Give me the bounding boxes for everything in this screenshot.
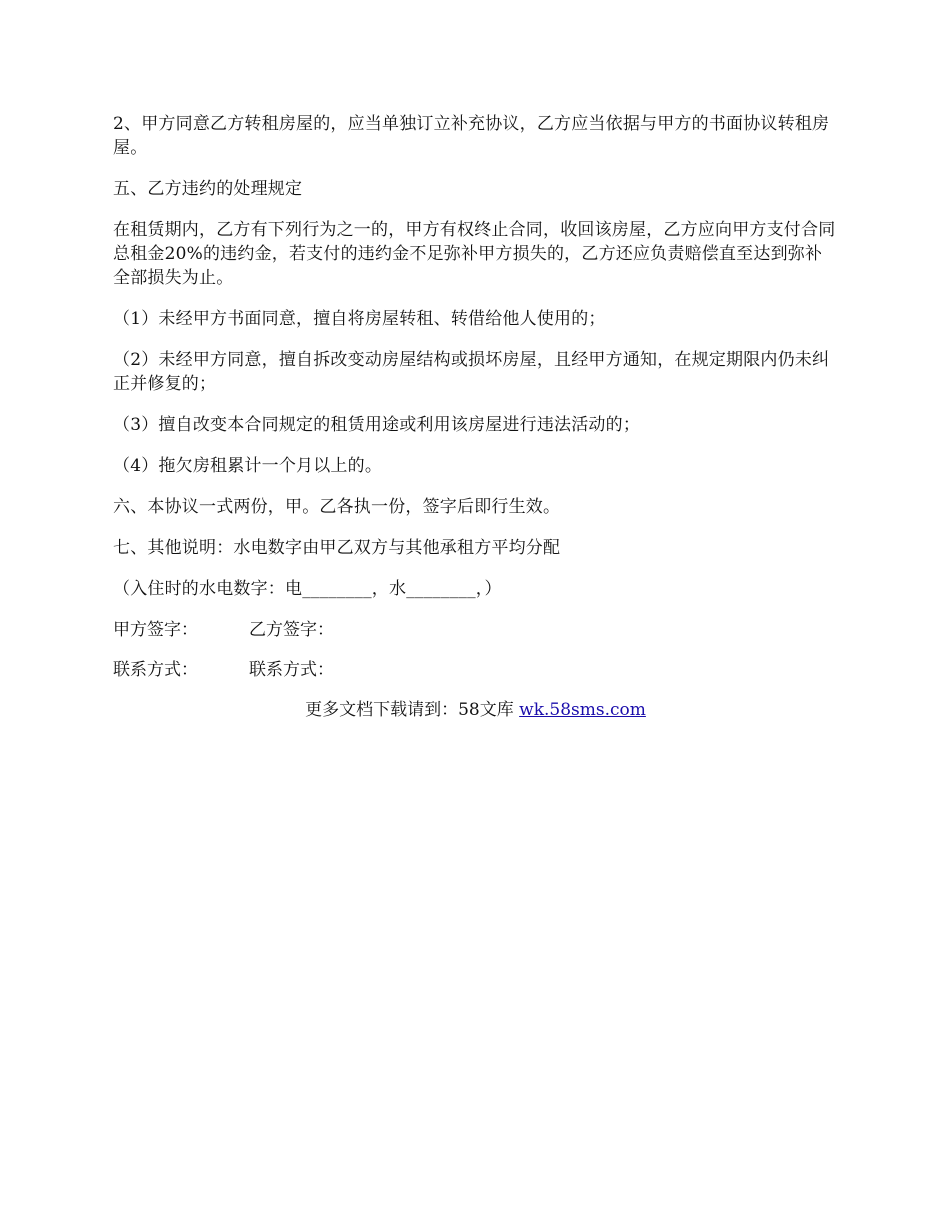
section-heading-breach: 五、乙方违约的处理规定 (113, 179, 303, 199)
breach-item-3: （3）擅自改变本合同规定的租赁用途或利用该房屋进行违法活动的； (113, 415, 641, 435)
document-page (113, 112, 838, 722)
clause-breach-penalty: 在租赁期内，乙方有下列行为之一的，甲方有权终止合同，收回该房屋，乙方应向甲方支付合同总租金20%的违约金，若支付的违约金不足弥补甲方损失的，乙方还应负责赔偿直至达到弥补全部损失为止。 (113, 220, 836, 288)
footer-text: 更多文档下载请到：58文库 (305, 700, 520, 720)
signature-row (113, 618, 838, 642)
section-copies: 六、本协议一式两份，甲。乙各执一份，签字后即行生效。 (113, 497, 561, 517)
utility-readings: （入住时的水电数字：电________，水________，） (113, 579, 502, 599)
party-b-contact-label: 联系方式： (249, 660, 334, 680)
download-footer (113, 698, 838, 722)
breach-item-1: （1）未经甲方书面同意，擅自将房屋转租、转借给他人使用的； (113, 309, 606, 329)
contact-row (113, 658, 838, 682)
clause-sublease-agreement: 2、甲方同意乙方转租房屋的，应当单独订立补充协议，乙方应当依据与甲方的书面协议转租房屋。 (113, 114, 830, 158)
breach-item-2: （2）未经甲方同意，擅自拆改变动房屋结构或损坏房屋，且经甲方通知，在规定期限内仍未纠正并修复的； (113, 350, 830, 394)
party-a-contact-label: 联系方式： (113, 660, 198, 680)
party-a-signature-label: 甲方签字： (113, 620, 198, 640)
footer-link[interactable]: wk.58sms.com (519, 700, 646, 720)
section-other-notes: 七、其他说明：水电数字由甲乙双方与其他承租方平均分配 (113, 538, 561, 558)
breach-item-4: （4）拖欠房租累计一个月以上的。 (113, 456, 383, 476)
party-b-signature-label: 乙方签字： (249, 620, 334, 640)
